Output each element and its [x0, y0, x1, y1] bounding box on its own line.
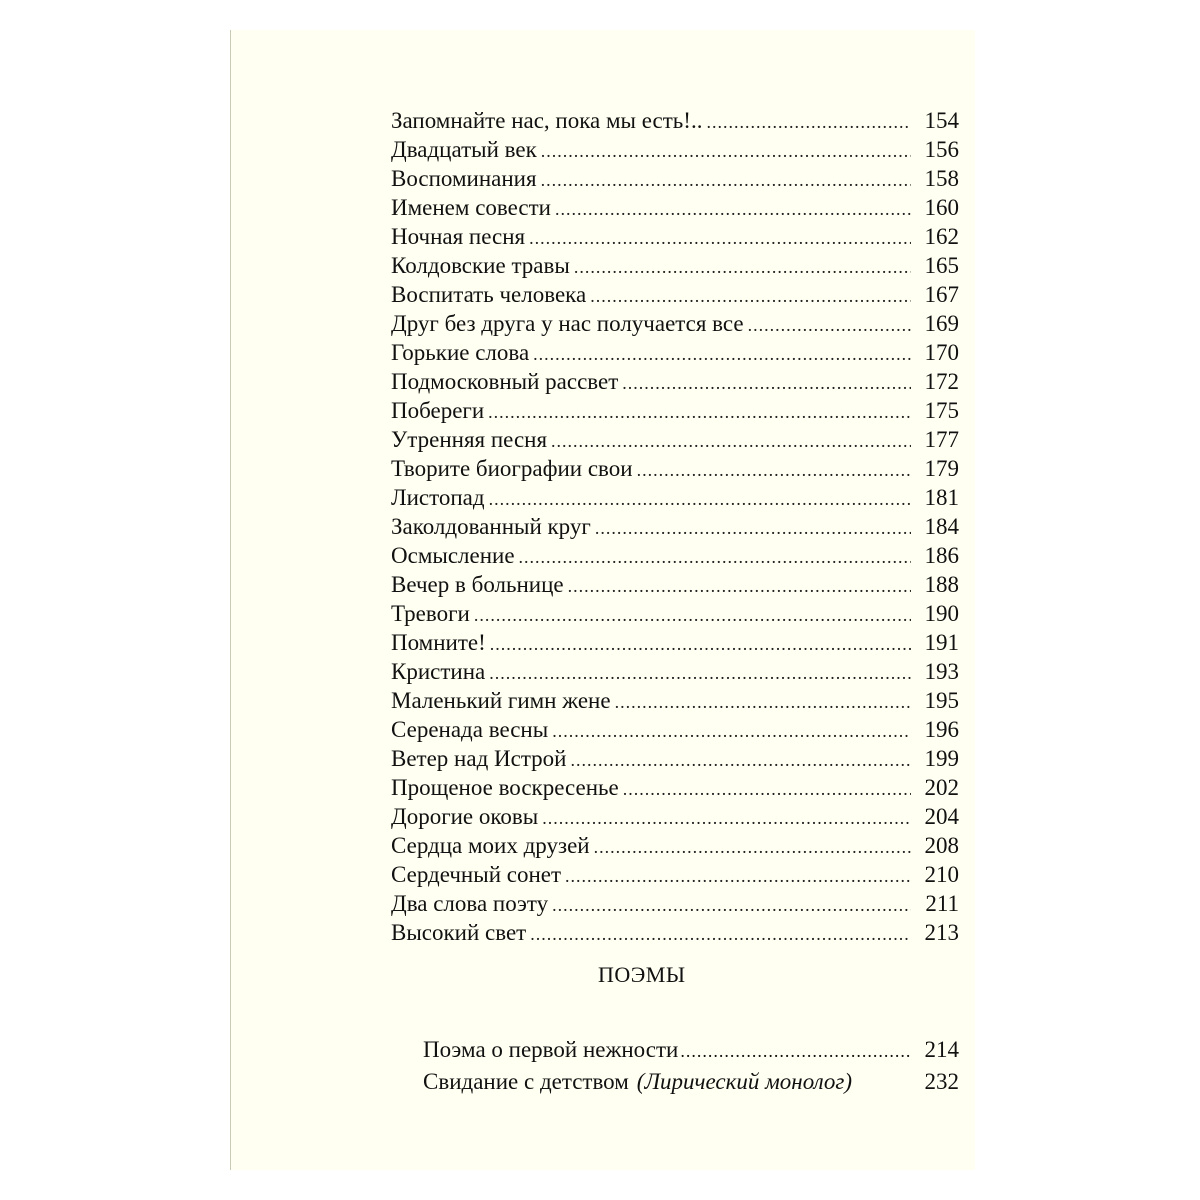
dot-leader — [474, 601, 911, 630]
poems-list — [423, 1034, 959, 1098]
toc-entry-title: Листопад — [391, 485, 485, 510]
poem-entry-title: Свидание с детством — [423, 1069, 629, 1094]
toc-entry-title: Сердца моих друзей — [391, 833, 590, 858]
dot-leader — [615, 688, 911, 717]
toc-entry-title: Два слова поэту — [391, 891, 549, 916]
toc-entry-page: 167 — [924, 282, 959, 307]
toc-entry-page: 184 — [924, 514, 959, 539]
dot-leader — [489, 485, 911, 514]
toc-entry — [391, 338, 959, 367]
toc-entry-page: 196 — [924, 717, 959, 742]
poem-entry-page: 232 — [924, 1069, 959, 1094]
toc-entry-page: 170 — [924, 340, 959, 365]
poem-entry-page: 214 — [924, 1037, 959, 1062]
toc-entry-title: Заколдованный круг — [391, 514, 591, 539]
toc-entry-page: 210 — [924, 862, 959, 887]
toc-entry — [391, 686, 959, 715]
dot-leader — [530, 920, 911, 949]
dot-leader — [552, 717, 911, 746]
dot-leader — [748, 311, 911, 340]
table-of-contents — [391, 106, 959, 947]
toc-entry-page: 191 — [924, 630, 959, 655]
toc-entry-title: Кристина — [391, 659, 486, 684]
toc-entry — [391, 570, 959, 599]
dot-leader — [622, 369, 911, 398]
toc-entry-page: 154 — [924, 108, 959, 133]
toc-entry-title: Серенада весны — [391, 717, 549, 742]
toc-entry — [391, 454, 959, 483]
toc-entry — [391, 309, 959, 338]
toc-entry — [391, 918, 959, 947]
dot-leader — [555, 195, 911, 224]
toc-entry — [391, 744, 959, 773]
toc-entry-title: Вечер в больнице — [391, 572, 564, 597]
dot-leader — [571, 746, 912, 775]
toc-entry-title: Прощеное воскресенье — [391, 775, 619, 800]
poem-entry-title: Поэма о первой нежности — [423, 1037, 679, 1062]
dot-leader — [595, 514, 911, 543]
dot-leader — [706, 108, 911, 137]
dot-leader — [490, 630, 911, 659]
dot-leader — [590, 282, 911, 311]
toc-entry — [391, 512, 959, 541]
toc-entry-page: 179 — [924, 456, 959, 481]
dot-leader — [623, 775, 911, 804]
toc-entry-page: 175 — [924, 398, 959, 423]
toc-entry-title: Ветер над Истрой — [391, 746, 567, 771]
toc-entry — [391, 367, 959, 396]
toc-entry-page: 208 — [924, 833, 959, 858]
toc-entry-title: Ночная песня — [391, 224, 526, 249]
dot-leader — [594, 833, 911, 862]
toc-entry-title: Утренняя песня — [391, 427, 548, 452]
toc-entry-page: 186 — [924, 543, 959, 568]
toc-entry — [391, 715, 959, 744]
toc-entry-title: Творите биографии свои — [391, 456, 633, 481]
toc-entry — [391, 251, 959, 280]
dot-leader — [489, 659, 911, 688]
toc-entry-title: Запомнайте нас, пока мы есть!.. — [391, 108, 703, 133]
section-title: ПОЭМЫ — [598, 962, 686, 987]
toc-entry — [391, 106, 959, 135]
toc-entry-page: 169 — [924, 311, 959, 336]
toc-entry-page: 193 — [924, 659, 959, 684]
toc-entry-title: Сердечный сонет — [391, 862, 562, 887]
dot-leader — [488, 398, 911, 427]
toc-entry-title: Маленький гимн жене — [391, 688, 611, 713]
toc-entry-page: 188 — [924, 572, 959, 597]
dot-leader — [541, 166, 911, 195]
toc-entry-page: 211 — [925, 891, 959, 916]
poem-entry — [423, 1066, 959, 1098]
toc-entry — [391, 164, 959, 193]
toc-entry — [391, 802, 959, 831]
toc-entry-title: Осмысление — [391, 543, 515, 568]
toc-entry — [391, 773, 959, 802]
toc-entry-page: 156 — [924, 137, 959, 162]
toc-entry-page: 177 — [924, 427, 959, 452]
dot-leader — [574, 253, 911, 282]
dot-leader — [542, 804, 911, 833]
dot-leader — [529, 224, 911, 253]
toc-entry-title: Друг без друга у нас получается все — [391, 311, 744, 336]
toc-entry-title: Дорогие оковы — [391, 804, 539, 829]
poem-entry-subtitle: (Лирический монолог) — [636, 1069, 853, 1094]
poem-entry — [423, 1034, 959, 1066]
toc-entry — [391, 483, 959, 512]
dot-leader — [519, 543, 911, 572]
dot-leader — [565, 862, 911, 891]
toc-entry-title: Именем совести — [391, 195, 551, 220]
dot-leader — [568, 572, 911, 601]
toc-entry — [391, 628, 959, 657]
toc-entry-page: 195 — [924, 688, 959, 713]
toc-entry-title: Колдовские травы — [391, 253, 570, 278]
toc-entry-page: 202 — [924, 775, 959, 800]
toc-entry-title: Высокий свет — [391, 920, 527, 945]
dot-leader — [541, 137, 911, 166]
toc-entry-title: Двадцатый век — [391, 137, 537, 162]
toc-entry-page: 162 — [924, 224, 959, 249]
toc-entry — [391, 599, 959, 628]
toc-entry-page: 181 — [924, 485, 959, 510]
toc-entry-title: Подмосковный рассвет — [391, 369, 619, 394]
dot-leader — [637, 456, 911, 485]
toc-entry-page: 204 — [924, 804, 959, 829]
toc-entry — [391, 280, 959, 309]
toc-entry — [391, 425, 959, 454]
toc-entry — [391, 889, 959, 918]
toc-entry-title: Тревоги — [391, 601, 470, 626]
toc-entry-title: Помните! — [391, 630, 486, 655]
toc-entry — [391, 541, 959, 570]
toc-entry-page: 165 — [924, 253, 959, 278]
toc-entry-page: 158 — [924, 166, 959, 191]
toc-entry — [391, 193, 959, 222]
toc-entry-title: Воспитать человека — [391, 282, 587, 307]
toc-entry-page: 190 — [924, 601, 959, 626]
dot-leader — [552, 891, 911, 920]
toc-entry-title: Побереги — [391, 398, 485, 423]
dot-leader — [533, 340, 911, 369]
toc-entry-page: 199 — [924, 746, 959, 771]
toc-entry-page: 213 — [924, 920, 959, 945]
toc-entry — [391, 222, 959, 251]
dot-leader — [551, 427, 911, 456]
toc-entry — [391, 831, 959, 860]
book-page — [230, 30, 975, 1170]
toc-entry-title: Горькие слова — [391, 340, 530, 365]
toc-entry-page: 172 — [924, 369, 959, 394]
toc-entry-title: Воспоминания — [391, 166, 537, 191]
toc-entry — [391, 135, 959, 164]
toc-entry — [391, 657, 959, 686]
toc-entry-page: 160 — [924, 195, 959, 220]
dot-leader — [680, 1035, 911, 1067]
toc-entry — [391, 396, 959, 425]
toc-entry — [391, 860, 959, 889]
